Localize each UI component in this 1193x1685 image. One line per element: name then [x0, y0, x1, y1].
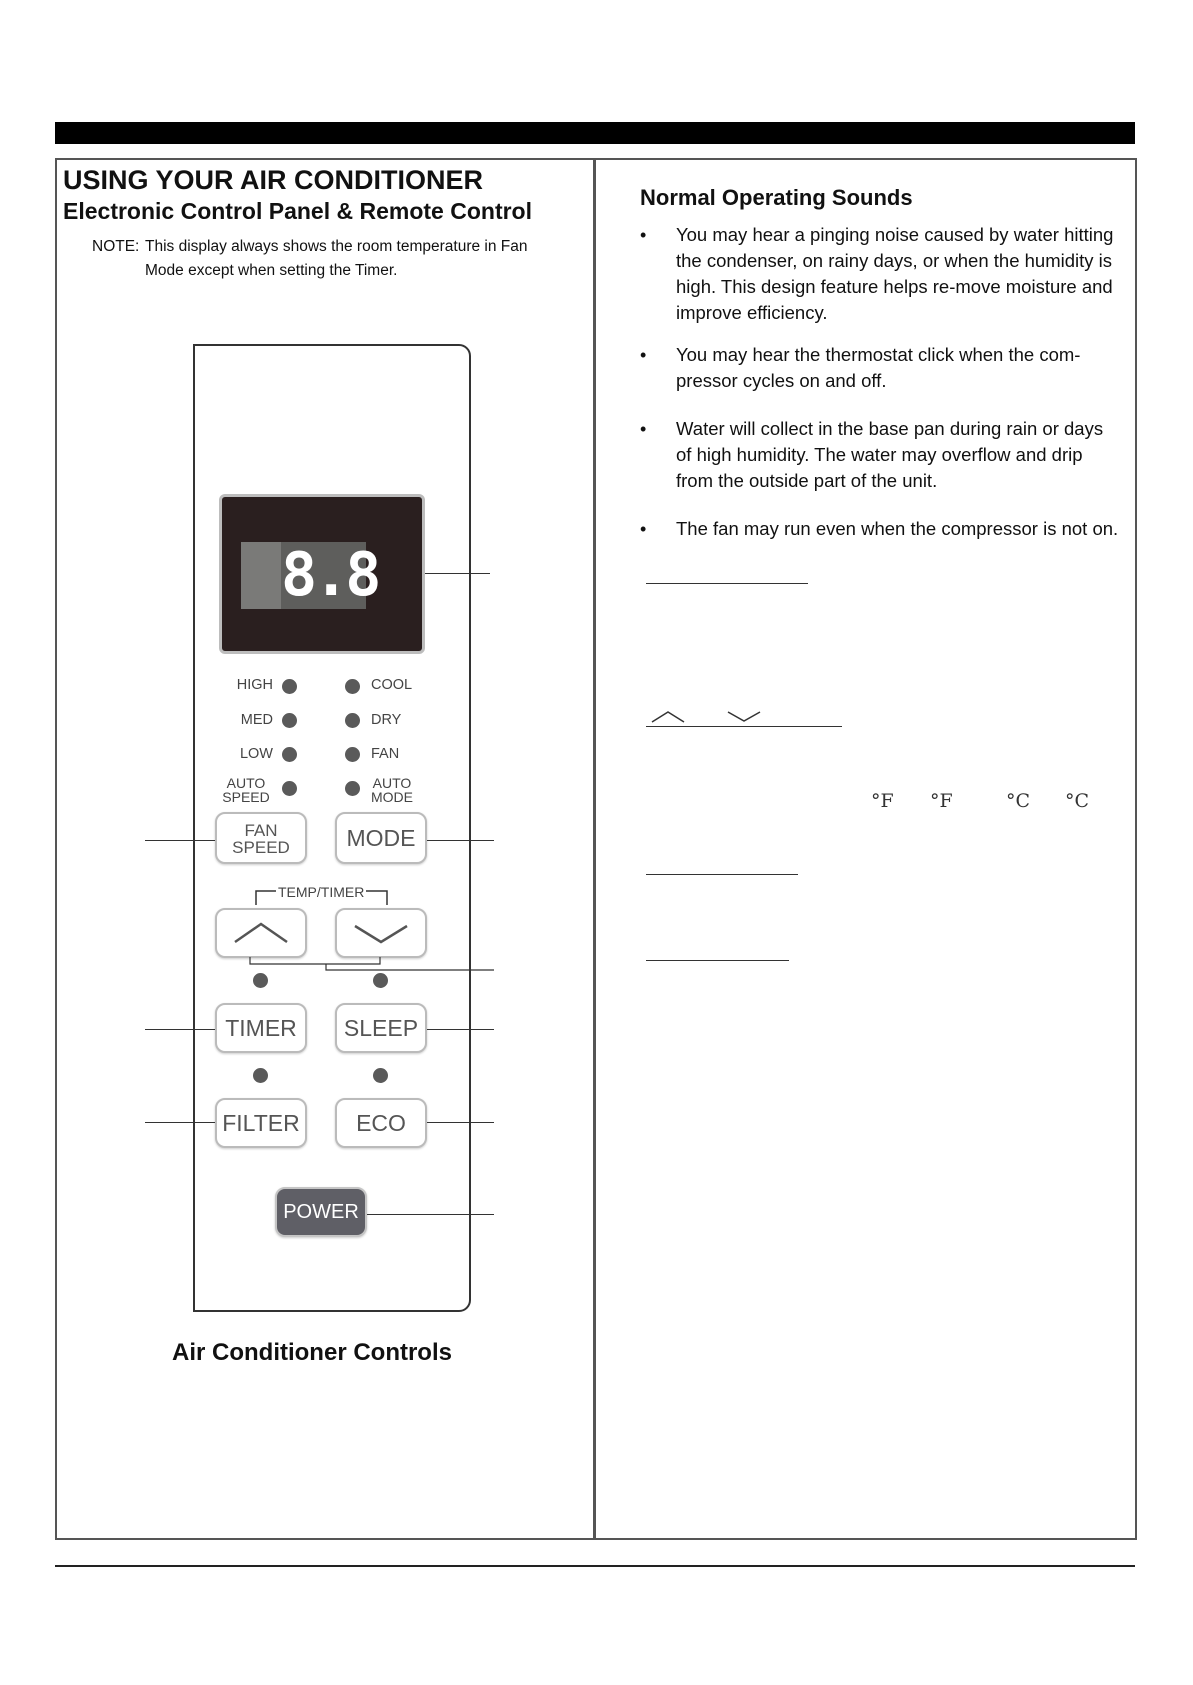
section-heading: Normal Operating Sounds	[640, 185, 913, 210]
temperature-display	[219, 494, 425, 654]
sounds-list	[640, 222, 1120, 558]
leader-display	[425, 573, 490, 574]
unit-f-2: °F	[930, 790, 953, 812]
leader-eco	[427, 1122, 494, 1123]
note-text-line2: Mode except when setting the Timer.	[145, 262, 398, 279]
indicator-led-cool	[345, 679, 360, 694]
unit-c-2: °C	[1065, 790, 1090, 812]
indicator-led-auto-mode	[345, 781, 360, 796]
leader-fan-speed	[145, 840, 215, 841]
leader-sleep	[427, 1029, 494, 1030]
eco-led	[373, 1068, 388, 1083]
temp-buttons-leader-bracket	[248, 956, 498, 972]
indicator-label-dry: DRY	[371, 712, 402, 728]
chevron-up-icon	[217, 910, 305, 956]
filter-button[interactable]: FILTER	[215, 1098, 307, 1148]
indicator-led-low	[282, 747, 297, 762]
note-label: NOTE:	[92, 238, 140, 255]
list-item: • Water will collect in the base pan during rain or days of high humidity. The water may overflow and drip from the outside part of the unit.	[640, 416, 1120, 494]
display-unused-segment	[241, 542, 281, 609]
header-bar	[55, 122, 1135, 144]
indicator-led-fan	[345, 747, 360, 762]
temp-timer-label: TEMP/TIMER	[278, 884, 365, 900]
indicator-label-high: HIGH	[236, 677, 273, 693]
section-rule	[646, 583, 808, 584]
indicator-label-fan: FAN	[371, 746, 400, 762]
footer-rule	[55, 1565, 1135, 1567]
timer-led	[253, 973, 268, 988]
indicator-label-auto-mode: AUTO MODE	[371, 775, 413, 805]
arrow-up-icon	[650, 710, 730, 724]
indicator-label-auto-speed: AUTO SPEED	[222, 775, 270, 805]
list-item: • You may hear the thermostat click when the com-pressor cycles on and off.	[640, 342, 1120, 394]
eco-button[interactable]: ECO	[335, 1098, 427, 1148]
section-rule	[646, 726, 842, 727]
list-item: • You may hear a pinging noise caused by water hitting the condenser, on rainy days, or when the humidity is high. This design feature helps re-move moisture and improve efficiency.	[640, 222, 1120, 326]
column-divider	[593, 158, 596, 1538]
power-button[interactable]: POWER	[275, 1187, 367, 1237]
list-item: • The fan may run even when the compressor is not on.	[640, 516, 1120, 542]
page-subtitle: Electronic Control Panel & Remote Control	[63, 198, 532, 224]
panel-caption: Air Conditioner Controls	[172, 1339, 452, 1366]
temp-down-button[interactable]	[335, 908, 427, 958]
sleep-led	[373, 973, 388, 988]
leader-power	[367, 1214, 494, 1215]
leader-filter	[145, 1122, 215, 1123]
section-rule	[646, 960, 789, 961]
section-rule	[646, 874, 798, 875]
fan-speed-button[interactable]: FAN SPEED	[215, 812, 307, 864]
leader-mode	[427, 840, 494, 841]
indicator-led-med	[282, 713, 297, 728]
page-title: USING YOUR AIR CONDITIONER	[63, 165, 484, 195]
mode-button[interactable]: MODE	[335, 812, 427, 864]
indicator-led-auto-speed	[282, 781, 297, 796]
chevron-down-icon	[337, 910, 425, 956]
indicator-label-cool: COOL	[371, 677, 413, 693]
unit-c-1: °C	[1006, 790, 1031, 812]
indicator-led-high	[282, 679, 297, 694]
indicator-label-low: LOW	[239, 746, 273, 762]
note-text-line1: This display always shows the room temperature in Fan	[145, 238, 528, 255]
leader-timer	[145, 1029, 215, 1030]
indicator-label-med: MED	[240, 712, 273, 728]
display-digits: 8.8	[281, 540, 378, 610]
filter-led	[253, 1068, 268, 1083]
indicator-led-dry	[345, 713, 360, 728]
arrow-down-icon	[726, 710, 766, 724]
temp-up-button[interactable]	[215, 908, 307, 958]
unit-f-1: °F	[871, 790, 894, 812]
timer-button[interactable]: TIMER	[215, 1003, 307, 1053]
sleep-button[interactable]: SLEEP	[335, 1003, 427, 1053]
